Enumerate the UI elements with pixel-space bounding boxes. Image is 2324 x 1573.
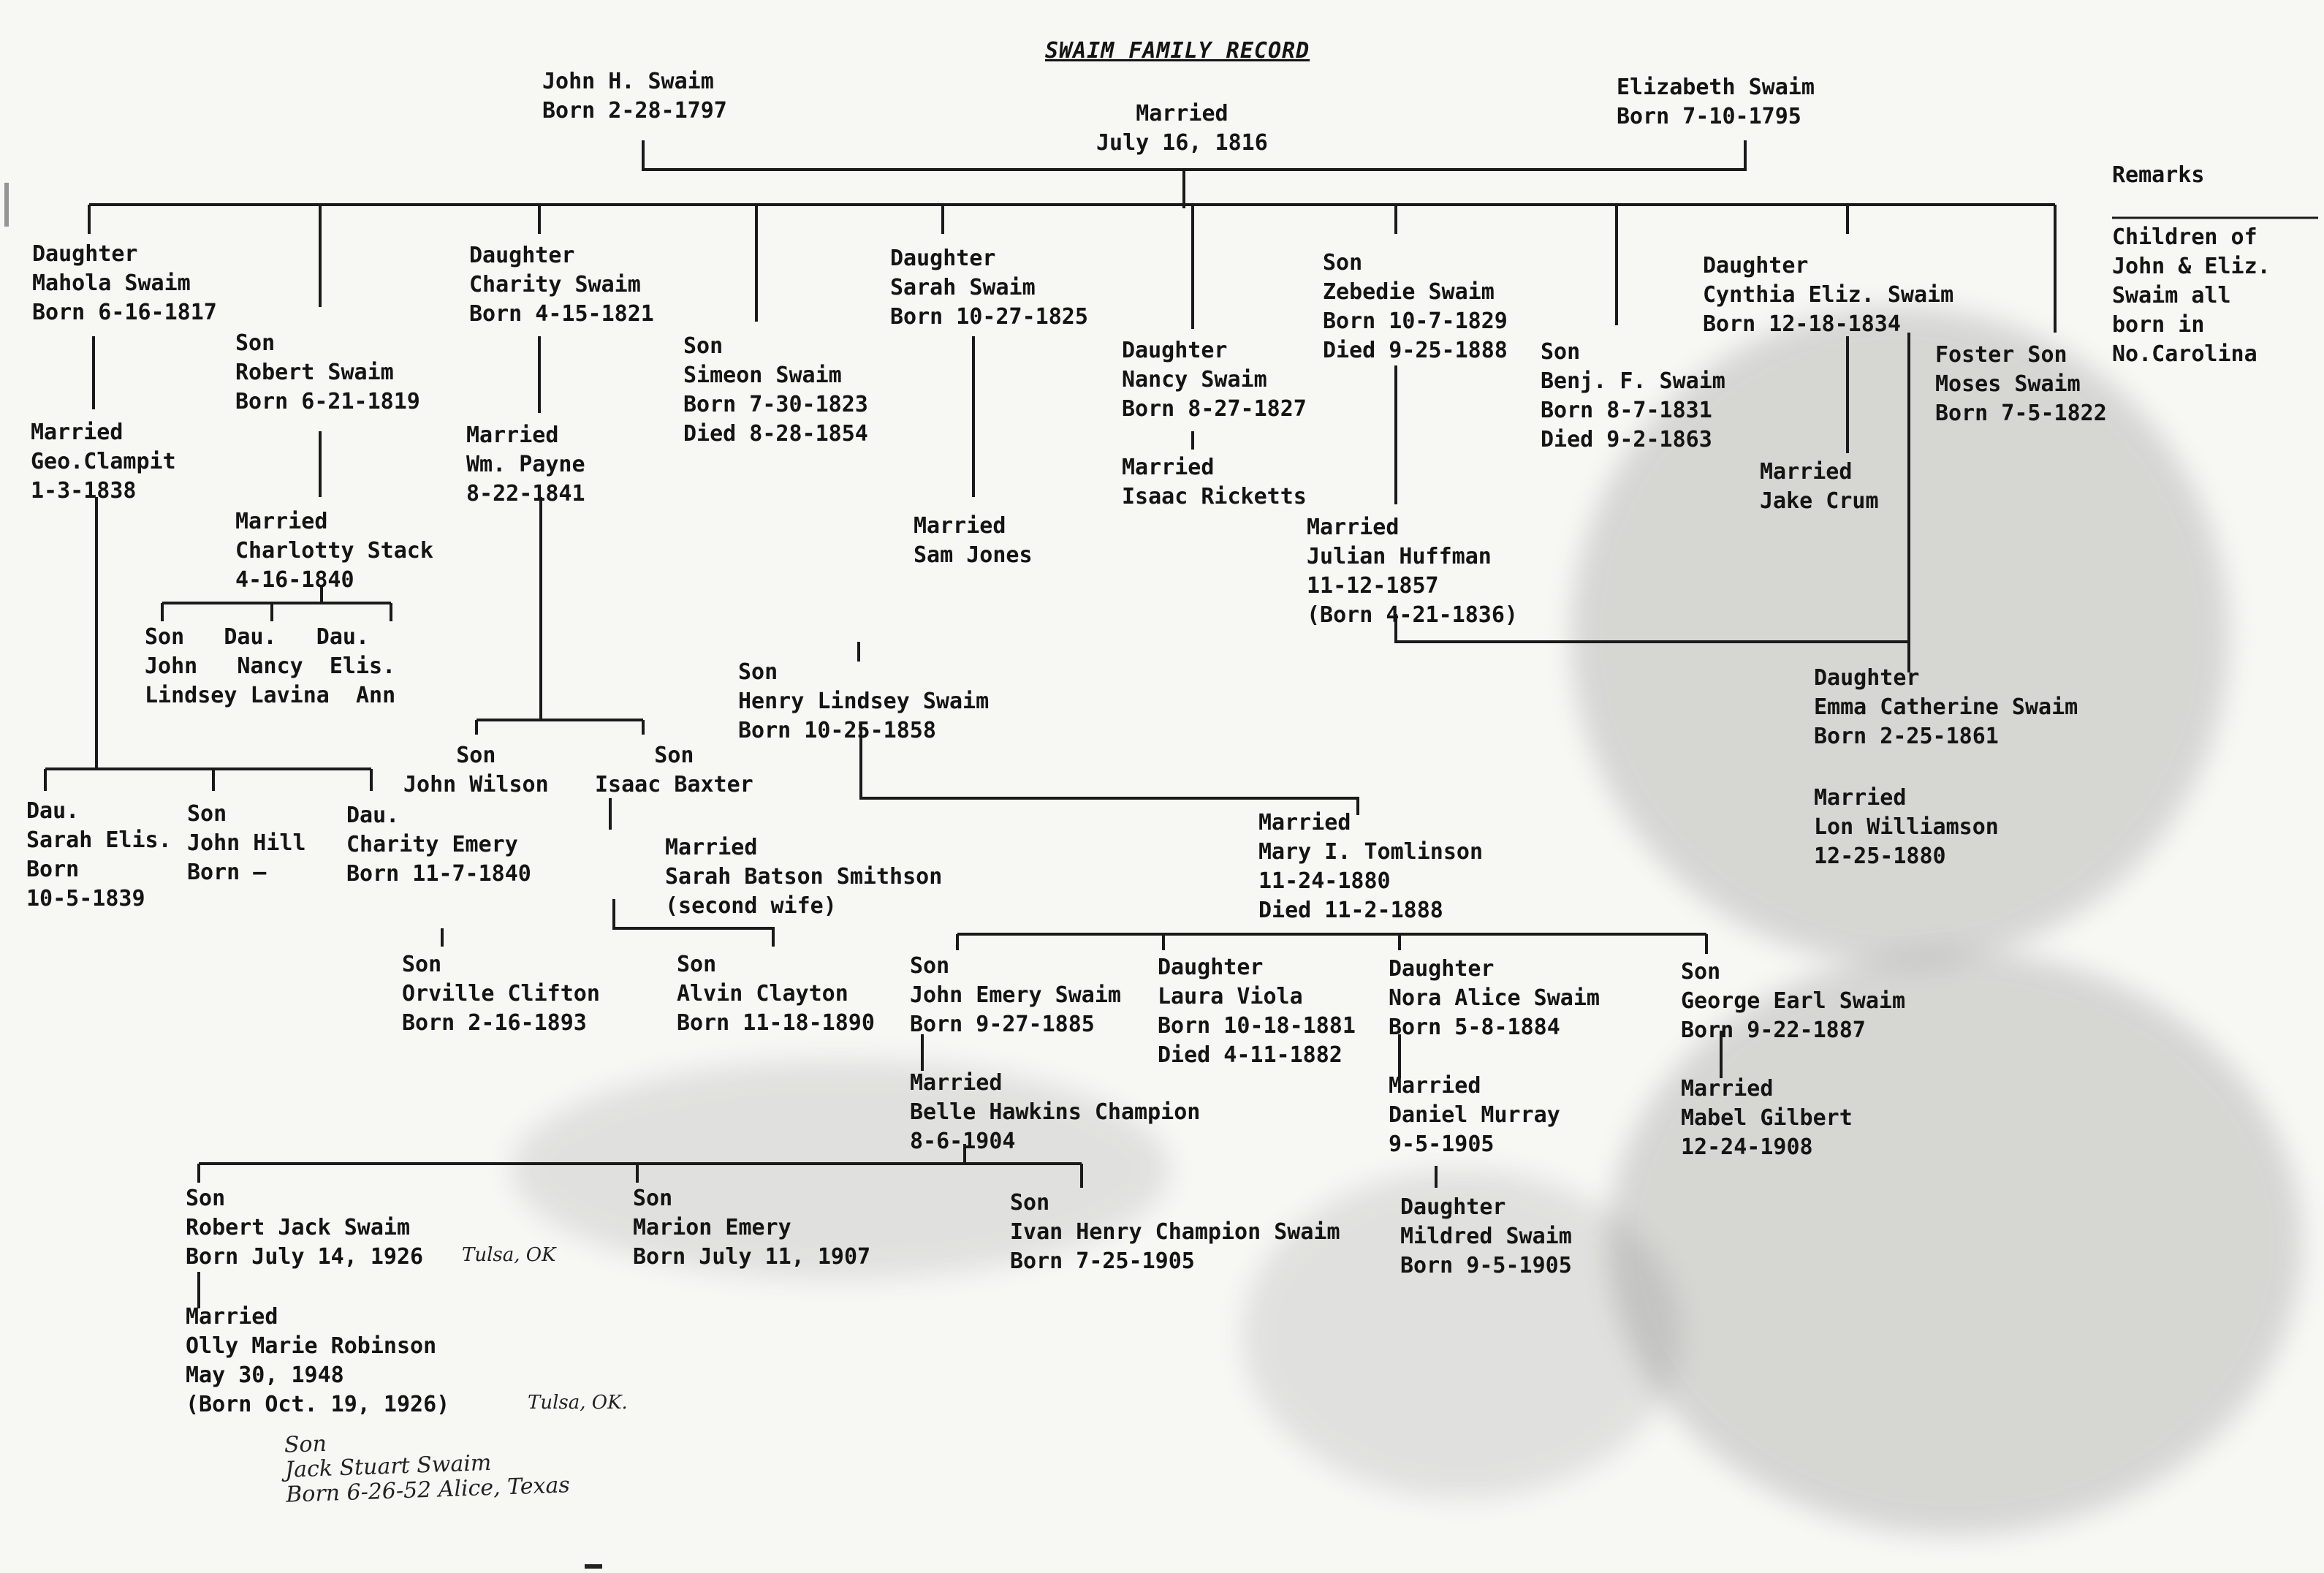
marriage-emma: Married Lon Williamson 12-25-1880: [1814, 785, 1999, 869]
remarks-heading: Remarks: [2112, 162, 2205, 188]
child-marion: Son Marion Emery Born July 11, 1907: [633, 1186, 871, 1270]
child-sarah: Daughter Sarah Swaim Born 10-27-1825: [890, 246, 1088, 330]
child-benj: Son Benj. F. Swaim Born 8-7-1831 Died 9-2-1863: [1541, 339, 1725, 452]
marriage-nora: Married Daniel Murray 9-5-1905: [1389, 1073, 1560, 1157]
bottom-mark: [585, 1564, 602, 1569]
child-nancy: Daughter Nancy Swaim Born 8-27-1827: [1122, 338, 1307, 422]
robert-children: Son Dau. Dau. John Nancy Elis. Lindsey Lavina Ann: [145, 624, 396, 708]
child-ivan: Son Ivan Henry Champion Swaim Born 7-25-1905: [1010, 1190, 1340, 1274]
child-mahola: Daughter Mahola Swaim Born 6-16-1817: [32, 241, 217, 325]
marriage-mahola: Married Geo.Clampit 1-3-1838: [31, 420, 176, 504]
marriage-nancy: Married Isaac Ricketts: [1122, 455, 1307, 509]
grandchild-john-hill: Son John Hill Born —: [187, 801, 306, 885]
grandchild-sarah-elis: Dau. Sarah Elis. Born 10-5-1839: [26, 798, 172, 911]
grandchild-emma: Daughter Emma Catherine Swaim Born 2-25-1861: [1814, 665, 2078, 749]
grandchild-charity-emery: Dau. Charity Emery Born 11-7-1840: [346, 803, 531, 887]
marriage-john-emery: Married Belle Hawkins Champion 8-6-1904: [910, 1070, 1201, 1154]
marriage-zebedie: Married Julian Huffman 11-12-1857 (Born 4-21-1836): [1307, 515, 1518, 628]
henry-first-wife: Married Mary I. Tomlinson 11-24-1880 Died 11-2-1888: [1258, 810, 1484, 923]
child-nora: Daughter Nora Alice Swaim Born 5-8-1884: [1389, 956, 1600, 1040]
marriage-robert: Married Charlotty Stack 4-16-1840: [235, 509, 433, 593]
grandchild-henry: Son Henry Lindsey Swaim Born 10-25-1858: [738, 659, 990, 743]
remarks-text: Children of John & Eliz. Swaim all born in No.Carolina: [2112, 224, 2271, 367]
child-robert: Son Robert Swaim Born 6-21-1819: [235, 330, 420, 414]
child-moses: Foster Son Moses Swaim Born 7-5-1822: [1935, 342, 2107, 426]
mother-entry: Elizabeth Swaim Born 7-10-1795: [1617, 75, 1815, 129]
page-title: SWAIM FAMILY RECORD: [1045, 38, 1310, 64]
child-simeon: Son Simeon Swaim Born 7-30-1823 Died 8-28-1854: [683, 333, 868, 447]
child-cynthia: Daughter Cynthia Eliz. Swaim Born 12-18-1834: [1703, 253, 1954, 337]
child-charity: Daughter Charity Swaim Born 4-15-1821: [469, 243, 654, 327]
henry-second-wife: Married Sarah Batson Smithson (second wife): [665, 835, 943, 919]
robert-jack-birthplace: Tulsa, OK: [462, 1244, 556, 1266]
parents-marriage: Married July 16, 1816: [1096, 101, 1268, 156]
marriage-george: Married Mabel Gilbert 12-24-1908: [1681, 1076, 1853, 1160]
child-george: Son George Earl Swaim Born 9-22-1887: [1681, 959, 1906, 1043]
marriage-charity: Married Wm. Payne 8-22-1841: [466, 422, 585, 507]
child-zebedie: Son Zebedie Swaim Born 10-7-1829 Died 9-25-1888: [1323, 250, 1508, 363]
handwritten-son-entry: Son Jack Stuart Swaim Born 6-26-52 Alice, Texas: [284, 1430, 571, 1508]
child-orville: Son Orville Clifton Born 2-16-1893: [402, 952, 600, 1036]
grandchild-isaac-baxter: Son Isaac Baxter: [595, 743, 753, 797]
child-john-emery: Son John Emery Swaim Born 9-27-1885: [910, 953, 1121, 1037]
child-alvin: Son Alvin Clayton Born 11-18-1890: [677, 952, 875, 1036]
child-robert-jack: Son Robert Jack Swaim Born July 14, 1926: [186, 1186, 424, 1270]
grandchild-john-wilson: Son John Wilson: [403, 743, 549, 797]
marriage-sarah: Married Sam Jones: [914, 513, 1033, 568]
marriage-robert-jack: Married Olly Marie Robinson May 30, 1948 (Born Oct. 19, 1926): [186, 1304, 450, 1417]
marriage-cynthia: Married Jake Crum: [1760, 459, 1879, 514]
margin-mark: [4, 183, 9, 227]
child-laura: Daughter Laura Viola Born 10-18-1881 Died 4-11-1882: [1158, 955, 1356, 1068]
olly-birthplace: Tulsa, OK.: [528, 1392, 628, 1414]
father-entry: John H. Swaim Born 2-28-1797: [542, 69, 727, 124]
child-mildred: Daughter Mildred Swaim Born 9-5-1905: [1400, 1194, 1572, 1278]
